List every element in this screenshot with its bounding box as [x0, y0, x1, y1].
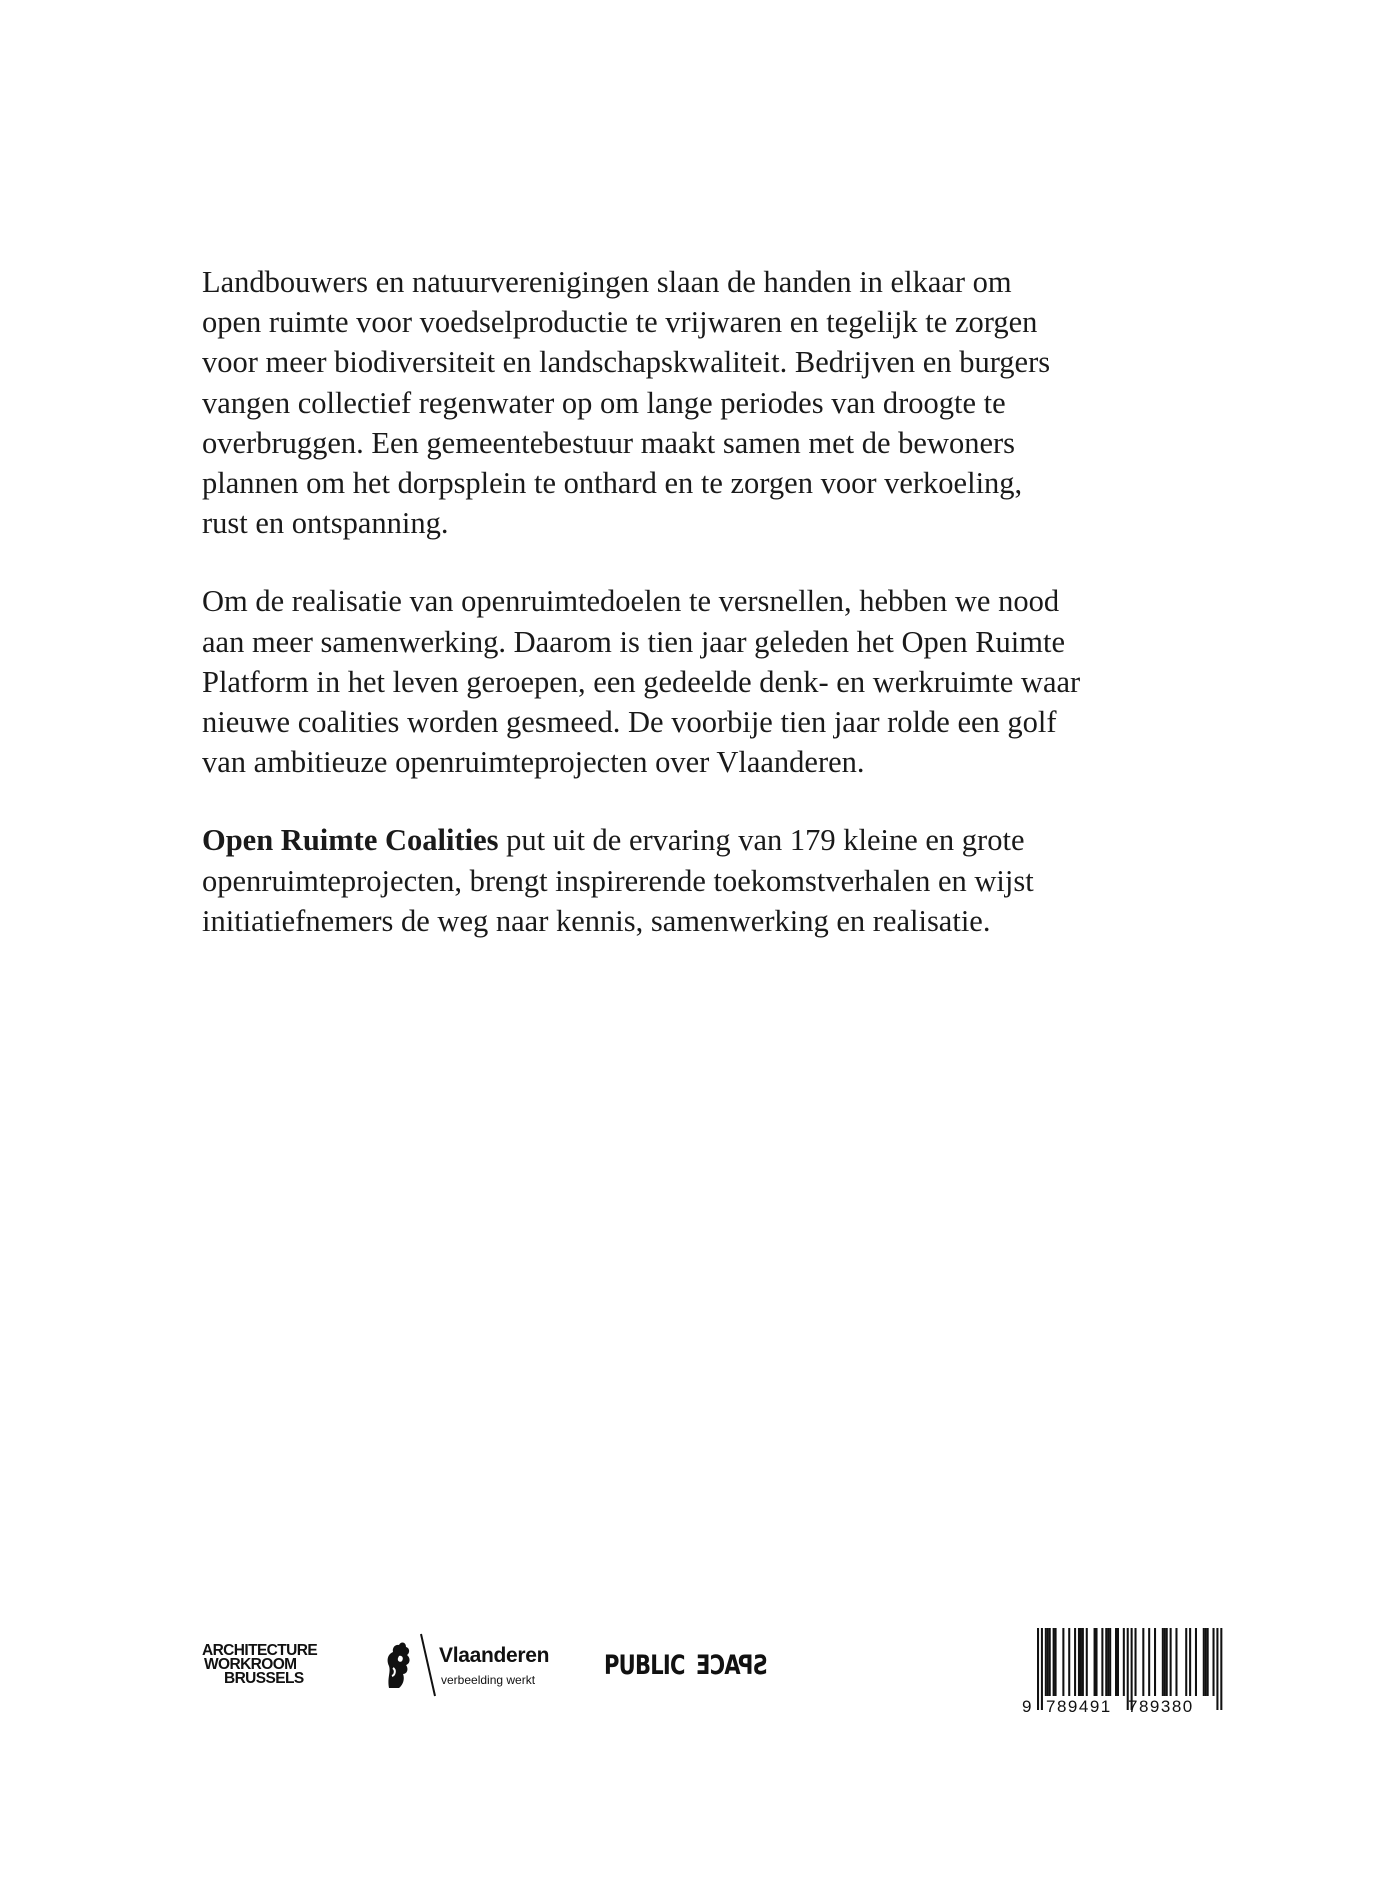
barcode-bar	[1207, 1628, 1209, 1696]
awb-logo-line-2: WORKROOM	[204, 1656, 297, 1673]
paragraph-platform: Om de realisatie van openruimtedoelen te versnellen, hebben we nood aan meer samenwerking. Daarom is tien jaar geleden het Open Ruimte Platform in het leven geroepen, een gedeelde denk- en werkruimte waar nieuwe coalities worden gesmeed. De voorbije tien jaar rolde een golf van ambitieuze openruimteprojecten over Vlaanderen.	[202, 584, 1081, 780]
barcode-bar	[1055, 1628, 1057, 1696]
barcode-bar	[1109, 1628, 1111, 1696]
architecture-workroom-logo	[202, 1644, 317, 1686]
barcode-bar	[1148, 1628, 1150, 1696]
barcode-bar	[1101, 1628, 1103, 1696]
barcode-bar	[1185, 1628, 1187, 1696]
barcode-bar	[1115, 1628, 1117, 1696]
barcode-bar	[1041, 1628, 1043, 1710]
barcode-bar	[1096, 1628, 1098, 1696]
barcode-bar	[1086, 1628, 1088, 1696]
barcode-bar	[1078, 1628, 1080, 1696]
awb-logo-line-3: BRUSSELS	[224, 1670, 304, 1687]
paragraph-book-text: put uit de ervaring van 179 kleine en grote openruimteprojecten, brengt inspirerende toekomstverhalen en wijst initiatiefnemers de weg naar kennis, samenwerking en realisatie.	[202, 823, 1034, 938]
vlaanderen-slash-mark	[419, 1632, 437, 1698]
barcode-bar	[1045, 1628, 1047, 1696]
barcode-bar	[1123, 1628, 1125, 1696]
barcode-bar	[1203, 1628, 1205, 1696]
paragraph-book	[202, 820, 1212, 941]
public-space-word-space: SPACE	[697, 1650, 769, 1681]
barcode-bar	[1062, 1628, 1064, 1696]
barcode-first-digit: 9	[1022, 1697, 1032, 1716]
blurb	[202, 262, 1212, 979]
barcode-bar	[1094, 1628, 1096, 1696]
publisher-logos	[0, 1600, 1400, 1740]
barcode-bar	[1080, 1628, 1082, 1696]
barcode-bar	[1164, 1628, 1166, 1696]
barcode-bar	[1037, 1628, 1039, 1710]
flemish-lion-icon	[383, 1638, 415, 1692]
barcode-bar	[1220, 1628, 1222, 1710]
barcode-left-group: 789491	[1046, 1697, 1112, 1716]
barcode-bar	[1074, 1628, 1076, 1696]
barcode-bar	[1162, 1628, 1164, 1696]
vlaanderen-name: Vlaanderen	[439, 1644, 550, 1667]
book-title: Open Ruimte Coalities	[202, 823, 499, 858]
barcode-bar	[1047, 1628, 1049, 1696]
barcode-bar	[1068, 1628, 1070, 1696]
vlaanderen-logo	[383, 1630, 553, 1700]
barcode-bar	[1142, 1628, 1144, 1696]
barcode-bar	[1189, 1628, 1191, 1696]
barcode-bar	[1170, 1628, 1172, 1696]
vlaanderen-tagline: verbeelding werkt	[441, 1673, 536, 1687]
public-space-word-public: PUBLIC	[604, 1650, 685, 1681]
barcode-bar	[1195, 1628, 1197, 1696]
barcode-bar	[1117, 1628, 1119, 1696]
paragraph-intro: Landbouwers en natuurverenigingen slaan de handen in elkaar om open ruimte voor voedselproductie te vrijwaren en tegelijk te zorgen voor meer biodiversiteit en landschapskwaliteit. Bedrijven en burgers vangen collectief regenwater op om lange periodes van droogte te overbruggen. Een gemeentebestuur maakt samen met de bewoners plannen om het dorpsplein te onthard en te zorgen voor verkoeling, rust en ontspanning.	[202, 265, 1051, 541]
barcode-bar	[1082, 1628, 1084, 1696]
barcode-bar	[1213, 1628, 1215, 1696]
barcode-bar	[1107, 1628, 1109, 1696]
barcode-bar	[1216, 1628, 1218, 1710]
barcode-bar	[1053, 1628, 1055, 1696]
barcode-bar	[1175, 1628, 1177, 1696]
barcode-right-group: 789380	[1128, 1697, 1194, 1716]
barcode-bar	[1205, 1628, 1207, 1696]
awb-logo-line-1: ARCHITECTURE	[202, 1642, 318, 1659]
barcode-bar	[1166, 1628, 1168, 1696]
public-space-logo	[604, 1650, 768, 1681]
isbn-barcode	[1015, 1628, 1225, 1718]
barcode-bar	[1049, 1628, 1051, 1696]
barcode-bar	[1154, 1628, 1156, 1696]
barcode-bar	[1135, 1628, 1137, 1696]
barcode-bar	[1105, 1628, 1107, 1696]
